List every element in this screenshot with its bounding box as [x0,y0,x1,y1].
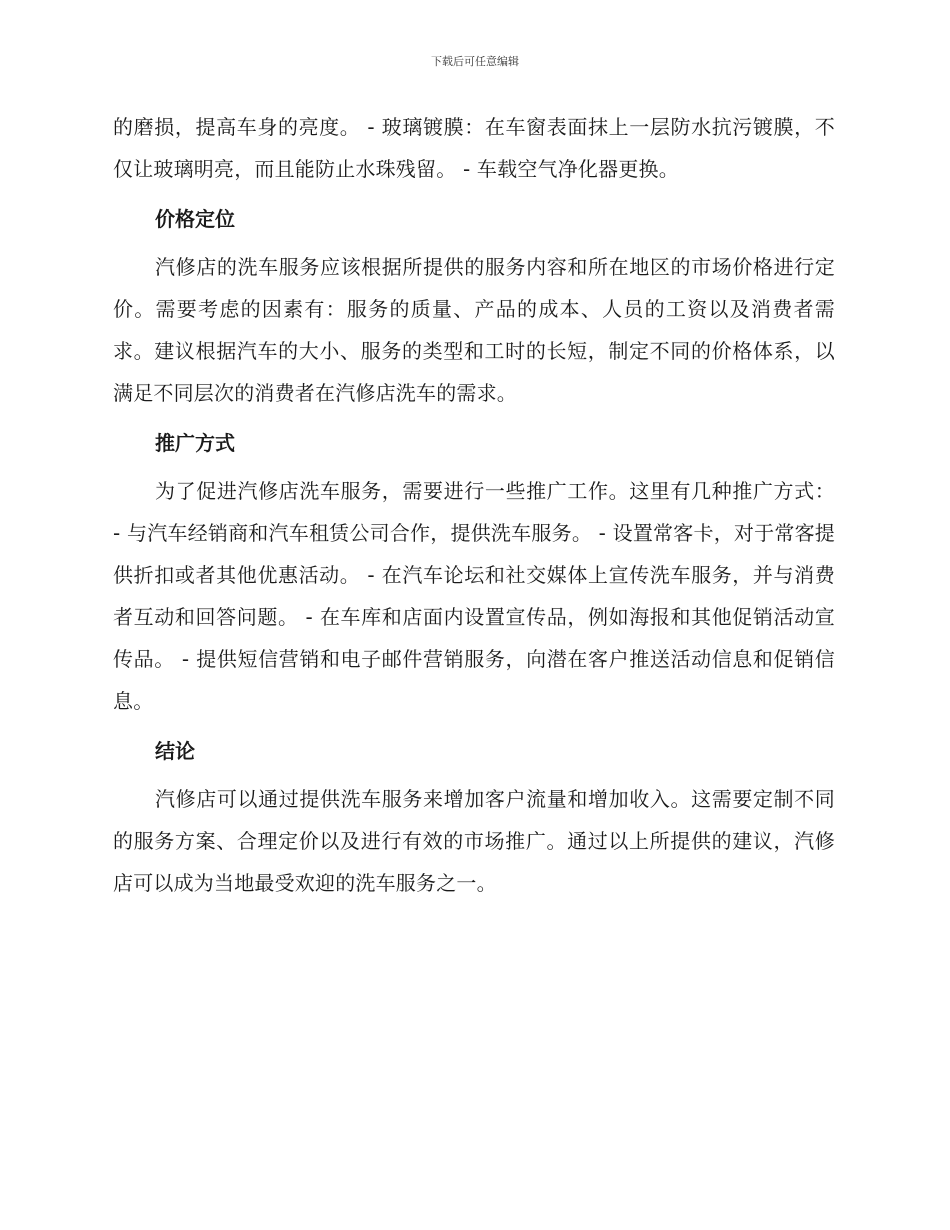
pricing-paragraph: 汽修店的洗车服务应该根据所提供的服务内容和所在地区的市场价格进行定价。需要考虑的因素有：服务的质量、产品的成本、人员的工资以及消费者需求。建议根据汽车的大小、服务的类型和工时的长短，制定不同的价格体系，以满足不同层次的消费者在汽修店洗车的需求。 [113,255,835,405]
promotion-heading: 推广方式 [155,431,235,455]
conclusion-paragraph: 汽修店可以通过提供洗车服务来增加客户流量和增加收入。这需要定制不同的服务方案、合理定价以及进行有效的市场推广。通过以上所提供的建议，汽修店可以成为当地最受欢迎的洗车服务之一。 [113,787,835,895]
intro-paragraph: 的磨损，提高车身的亮度。 - 玻璃镀膜：在车窗表面抹上一层防水抗污镀膜，不仅让玻璃明亮，而且能防止水珠残留。 - 车载空气净化器更换。 [113,115,835,181]
document-content [113,106,835,904]
promotion-paragraph: 为了促进汽修店洗车服务，需要进行一些推广工作。这里有几种推广方式： - 与汽车经销商和汽车租赁公司合作，提供洗车服务。 - 设置常客卡，对于常客提供折扣或者其他优惠活动。 - 在汽车论坛和社交媒体上宣传洗车服务，并与消费者互动和回答问题。 - 在车库和店面内设置宣传品，例如海报和其他促销活动宣传品。 - 提供短信营销和电子邮件营销服务，向潜在客户推送活动信息和促销信息。 [113,479,835,713]
header-note: 下载后可任意编辑 [431,55,519,68]
pricing-heading: 价格定位 [155,207,235,231]
conclusion-heading: 结论 [155,739,195,763]
